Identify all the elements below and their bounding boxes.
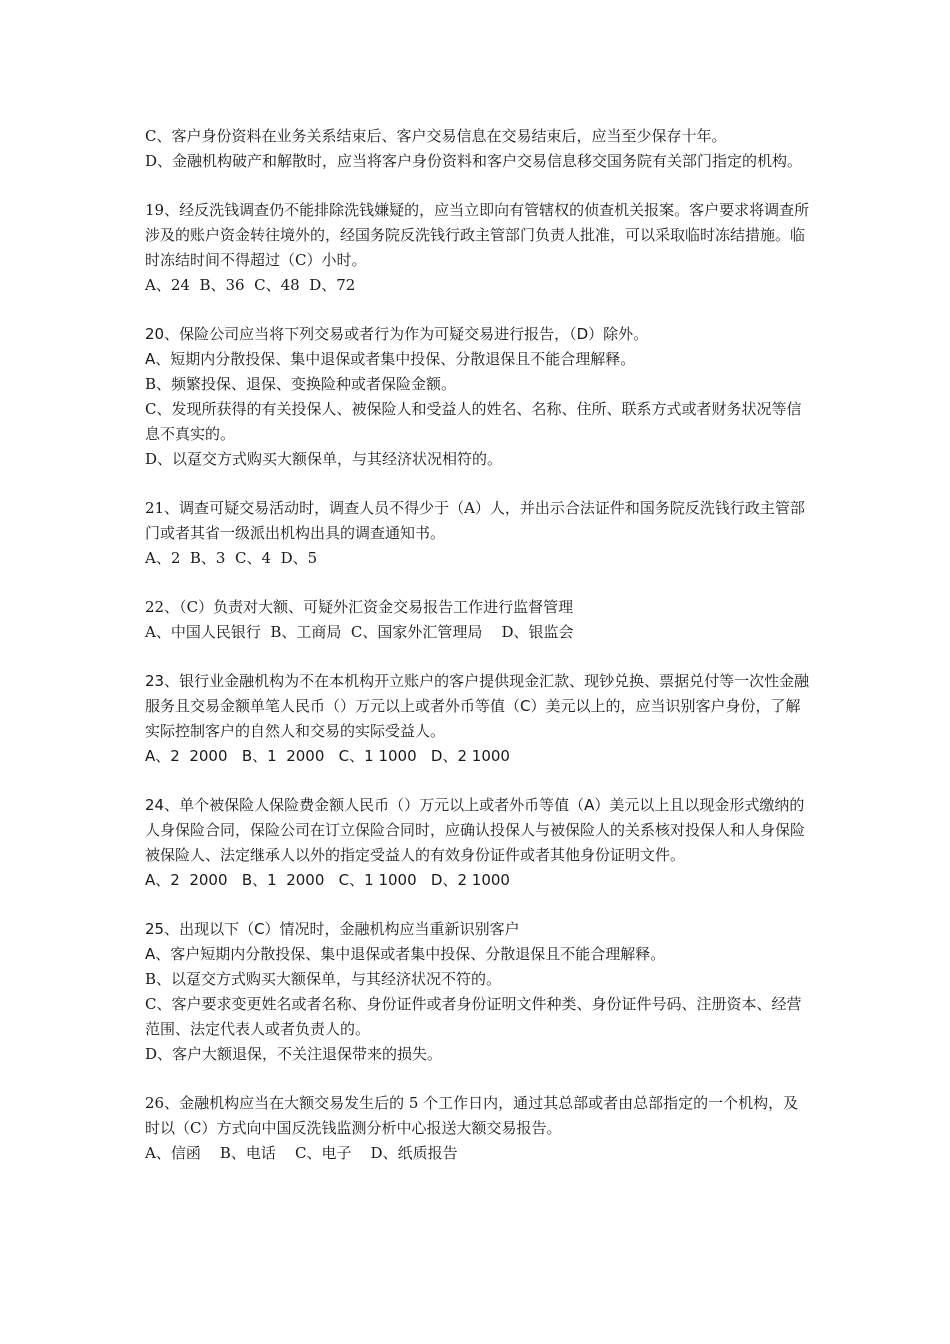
question-text: 25、出现以下（C）情况时，金融机构应当重新识别客户 <box>145 920 520 938</box>
option-a: A、客户短期内分散投保、集中退保或者集中投保、分散退保且不能合理解释。 <box>145 945 666 963</box>
question-block-24 <box>145 793 810 893</box>
question-text: 23、银行业金融机构为不在本机构开立账户的客户提供现金汇款、现钞兑换、票据兑付等一次性金融服务且交易金额单笔人民币（）万元以上或者外币等值（C）美元以上的，应当识别客户身份，了解实际控制客户的自然人和交易的实际受益人。 <box>145 672 810 740</box>
question-block-23 <box>145 669 810 769</box>
question-text: 19、经反洗钱调查仍不能排除洗钱嫌疑的，应当立即向有管辖权的侦查机关报案。客户要求将调查所涉及的账户资金转往境外的，经国务院反洗钱行政主管部门负责人批准，可以采取临时冻结措施。临时冻结时间不得超过（C）小时。 <box>145 201 810 269</box>
option-c: C、客户身份资料在业务关系结束后、客户交易信息在交易结束后，应当至少保存十年。 <box>145 127 727 145</box>
question-text: 22、（C）负责对大额、可疑外汇资金交易报告工作进行监督管理 <box>145 598 574 616</box>
question-block-19 <box>145 198 810 298</box>
option-d: D、客户大额退保，不关注退保带来的损失。 <box>145 1045 443 1063</box>
question-block-21 <box>145 496 810 571</box>
answer-options: A、中国人民银行 B、工商局 C、国家外汇管理局 D、银监会 <box>145 623 574 641</box>
question-text: 26、金融机构应当在大额交易发生后的 5 个工作日内，通过其总部或者由总部指定的一个机构，及时以（C）方式向中国反洗钱监测分析中心报送大额交易报告。 <box>145 1094 799 1137</box>
answer-options: A、2 B、3 C、4 D、5 <box>145 549 318 567</box>
document-body <box>145 124 810 1190</box>
option-c: C、客户要求变更姓名或者名称、身份证件或者身份证明文件种类、身份证件号码、注册资本、经营范围、法定代表人或者负责人的。 <box>145 995 802 1038</box>
answer-options: A、2 2000 B、1 2000 C、1 1000 D、2 1000 <box>145 871 510 889</box>
option-c: C、发现所获得的有关投保人、被保险人和受益人的姓名、名称、住所、联系方式或者财务状况等信息不真实的。 <box>145 400 802 443</box>
option-d: D、以趸交方式购买大额保单，与其经济状况相符的。 <box>145 450 503 468</box>
answer-options: A、24 B、36 C、48 D、72 <box>145 276 356 294</box>
question-block-18-continued <box>145 124 810 174</box>
question-block-25 <box>145 917 810 1067</box>
answer-options: A、2 2000 B、1 2000 C、1 1000 D、2 1000 <box>145 747 510 765</box>
option-a: A、短期内分散投保、集中退保或者集中投保、分散退保且不能合理解释。 <box>145 350 636 368</box>
question-text: 24、单个被保险人保险费金额人民币（）万元以上或者外币等值（A）美元以上且以现金形式缴纳的人身保险合同，保险公司在订立保险合同时，应确认投保人与被保险人的关系核对投保人和人身保险被保险人、法定继承人以外的指定受益人的有效身份证件或者其他身份证明文件。 <box>145 796 806 864</box>
question-text: 21、调查可疑交易活动时，调查人员不得少于（A）人，并出示合法证件和国务院反洗钱行政主管部门或者其省一级派出机构出具的调查通知书。 <box>145 499 805 542</box>
question-block-20 <box>145 322 810 472</box>
question-text: 20、保险公司应当将下列交易或者行为作为可疑交易进行报告，（D）除外。 <box>145 325 649 343</box>
question-block-26 <box>145 1091 810 1166</box>
question-block-22 <box>145 595 810 645</box>
answer-options: A、信函 B、电话 C、电子 D、纸质报告 <box>145 1144 458 1162</box>
option-d: D、金融机构破产和解散时，应当将客户身份资料和客户交易信息移交国务院有关部门指定的机构。 <box>145 152 803 170</box>
option-b: B、以趸交方式购买大额保单，与其经济状况不符的。 <box>145 970 502 988</box>
option-b: B、频繁投保、退保、变换险种或者保险金额。 <box>145 375 457 393</box>
